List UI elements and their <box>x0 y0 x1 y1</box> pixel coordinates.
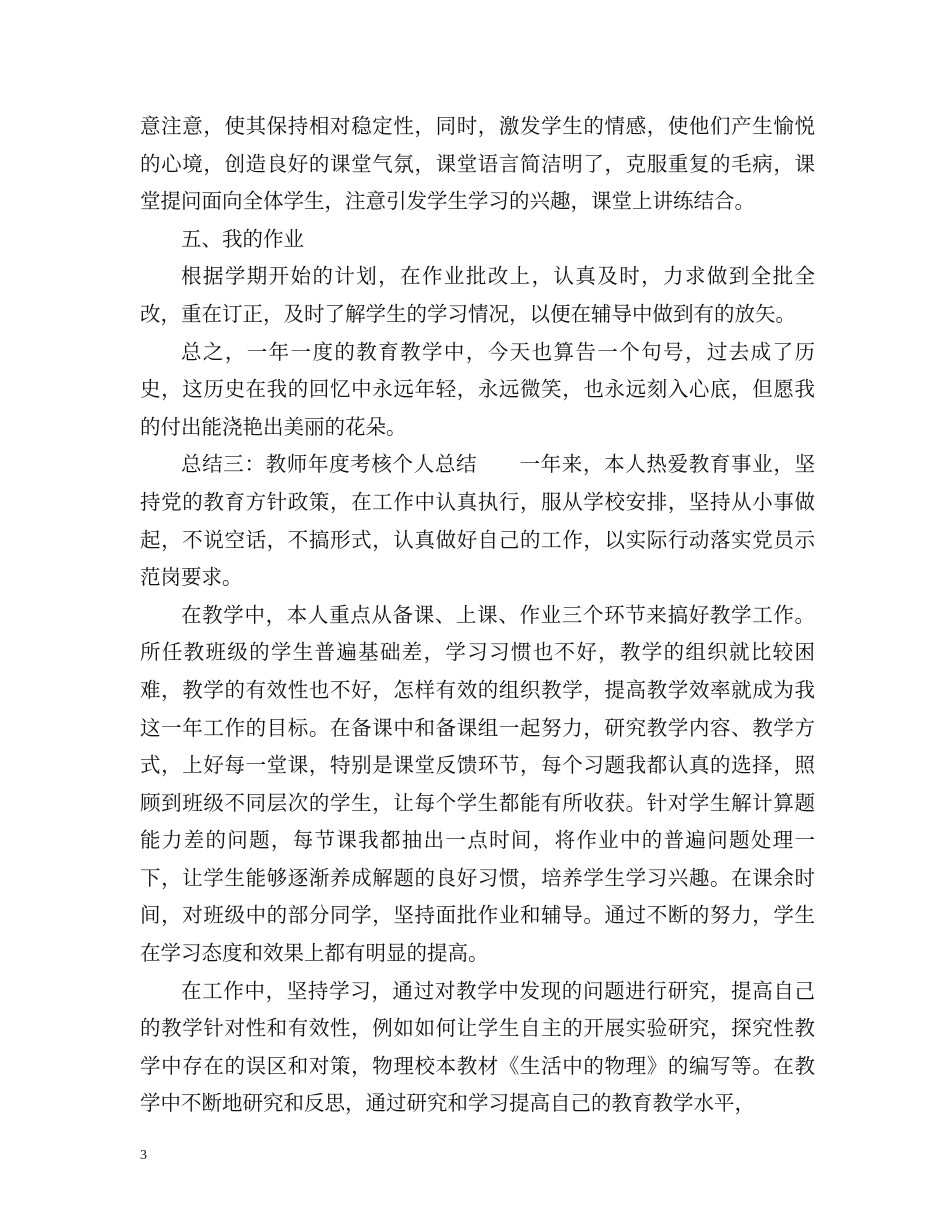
page-number: 3 <box>140 1148 147 1163</box>
paragraph-summary-three: 总结三：教师年度考核个人总结 一年来，本人热爱教育事业，坚持党的教育方针政策，在工作中认真执行，服从学校安排，坚持从小事做起，不说空话，不搞形式，认真做好自己的工作，以实际行动落实党员示范岗要求。 <box>140 452 815 590</box>
paragraph-continuation: 意注意，使其保持相对稳定性，同时，激发学生的情感，使他们产生愉悦的心境，创造良好的课堂气氛，课堂语言简洁明了，克服重复的毛病，课堂提问面向全体学生，注意引发学生学习的兴趣，课堂上讲练结合。 <box>140 114 815 214</box>
document-body <box>140 108 815 1123</box>
paragraph-teaching: 在教学中，本人重点从备课、上课、作业三个环节来搞好教学工作。所任教班级的学生普遍基础差，学习习惯也不好，教学的组织就比较困难，教学的有效性也不好，怎样有效的组织教学，提高教学效率就成为我这一年工作的目标。在备课中和备课组一起努力，研究教学内容、教学方式，上好每一堂课，特别是课堂反馈环节，每个习题我都认真的选择，照顾到班级不同层次的学生，让每个学生都能有所收获。针对学生解计算题能力差的问题，每节课我都抽出一点时间，将作业中的普遍问题处理一下，让学生能够逐渐养成解题的良好习惯，培养学生学习兴趣。在课余时间，对班级中的部分同学，坚持面批作业和辅导。通过不断的努力，学生在学习态度和效果上都有明显的提高。 <box>140 602 815 966</box>
paragraph-homework: 根据学期开始的计划，在作业批改上，认真及时，力求做到全批全改，重在订正，及时了解学生的学习情况，以便在辅导中做到有的放矢。 <box>140 264 815 326</box>
paragraph-conclusion: 总之，一年一度的教育教学中，今天也算告一个句号，过去成了历史，这历史在我的回忆中永远年轻，永远微笑，也永远刻入心底，但愿我的付出能浇艳出美丽的花朵。 <box>140 339 815 439</box>
section-heading-homework: 五、我的作业 <box>181 226 304 251</box>
paragraph-work-study: 在工作中，坚持学习，通过对教学中发现的问题进行研究，提高自己的教学针对性和有效性，例如如何让学生自主的开展实验研究，探究性教学中存在的误区和对策，物理校本教材《生活中的物理》的编写等。在教学中不断地研究和反思，通过研究和学习提高自己的教育教学水平， <box>140 978 815 1116</box>
